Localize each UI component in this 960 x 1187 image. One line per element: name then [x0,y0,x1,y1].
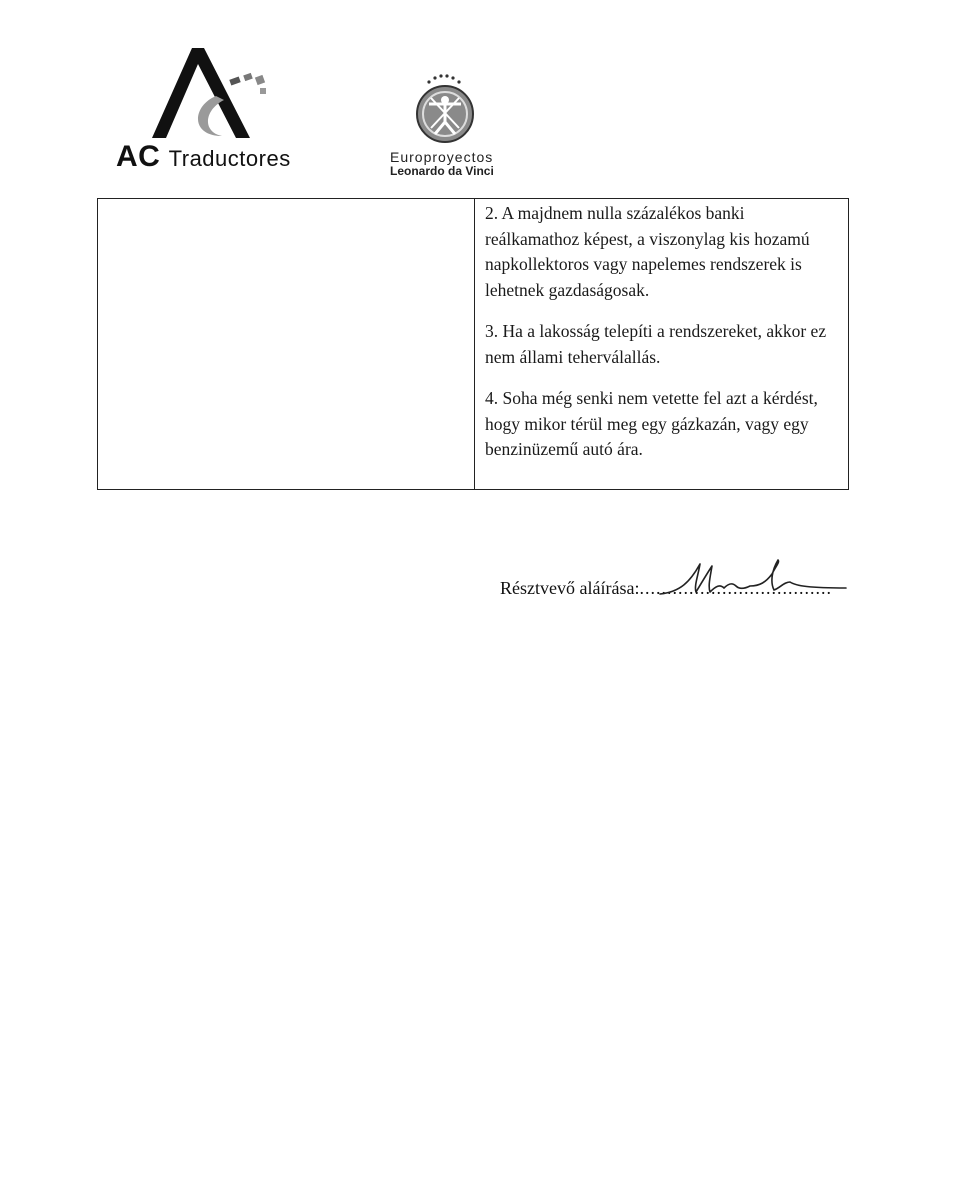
table-left-cell [98,199,475,489]
handwritten-signature [650,552,850,602]
list-item-2: 2. A majdnem nulla százalékos banki reálkamathoz képest, a viszonylag kis hozamú napkollektoros vagy napelemes rendszerek is lehetnek gazdaságosak. [485,203,810,300]
signature-label: Résztvevő aláírása: [500,578,640,598]
signature-dots: ................................... [639,578,832,598]
ac-logo-ac: AC [116,140,161,173]
eu-logo-line1: Europroyectos [390,149,494,165]
eu-logo-text [390,150,494,179]
eu-logo-line2: Leonardo da Vinci [390,164,494,179]
leonardo-da-vinci-emblem-icon [405,70,485,150]
list-item-4: 4. Soha még senki nem vetette fel azt a kérdést, hogy mikor térül meg egy gázkazán, vagy egy benzinüzemű autó ára. [485,388,818,459]
list-item-3: 3. Ha a lakosság telepíti a rendszereket, akkor ez nem állami teherválallás. [485,321,827,367]
ac-logo-traductores: Traductores [168,146,291,171]
table-right-cell [475,199,848,489]
content-table [97,198,849,490]
ac-logo-wordmark [116,140,291,174]
